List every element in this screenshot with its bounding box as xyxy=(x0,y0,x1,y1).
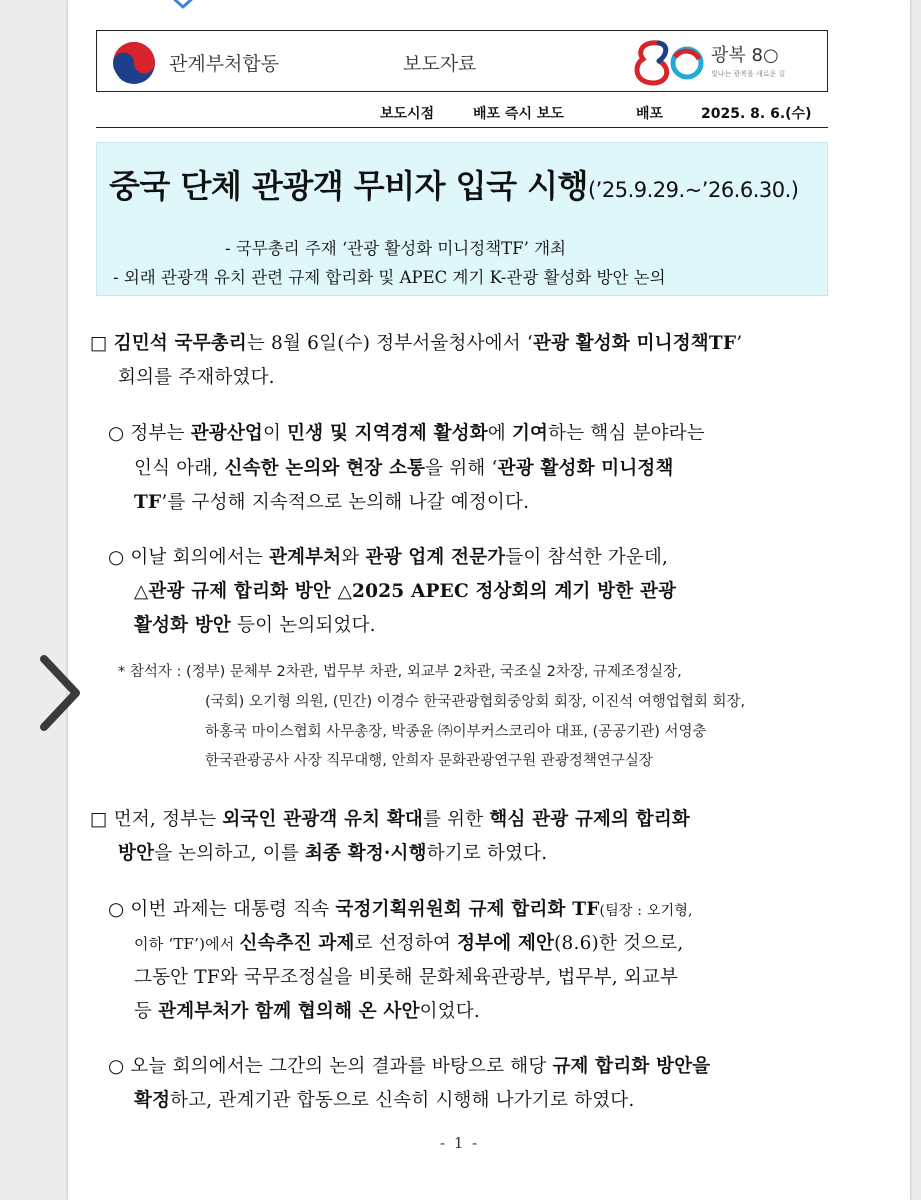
bullet-4-line-1: ○ 오늘 회의에서는 그간의 논의 결과를 바탕으로 해당 규제 합리화 방안을 xyxy=(108,1056,711,1077)
attendees-line-3: 하홍국 마이스협회 사무총장, 박종윤 ㈜이부커스코리아 대표, (공공기관) 서영충 xyxy=(205,724,707,740)
bullet-3-line-4: 등 관계부처가 함께 협의해 온 사안이었다. xyxy=(134,1001,480,1022)
liberation-80-logo-icon xyxy=(629,37,707,87)
attendees-line-4: 한국관광공사 사장 직무대행, 안희자 문화관광연구원 관광정책연구실장 xyxy=(205,753,653,769)
bullet-3-line-2: 이하 ‘TF’)에서 신속추진 과제로 선정하여 정부에 제안(8.6)한 것으로, xyxy=(134,933,684,954)
section-1-line-1: □ 김민석 국무총리는 8월 6일(수) 정부서울청사에서 ‘관광 활성화 미니정책TF’ xyxy=(90,333,743,354)
government-emblem-icon xyxy=(111,40,157,86)
logo80-subtitle: 빛나는 광복을 새로운 길 xyxy=(711,70,786,78)
distribution-label: 배포 xyxy=(636,106,664,122)
release-time-label: 보도시점 xyxy=(380,106,435,122)
bullet-4-line-2: 확정하고, 관계기관 합동으로 신속히 시행해 나가기로 하였다. xyxy=(134,1090,635,1111)
bullet-3-line-1: ○ 이번 과제는 대통령 직속 국정기획위원회 규제 합리화 TF(팀장 : 오기형, xyxy=(108,899,693,920)
bullet-1-line-1: ○ 정부는 관광산업이 민생 및 지역경제 활성화에 기여하는 핵심 분야라는 xyxy=(108,423,705,444)
page-number: - 1 - xyxy=(440,1134,480,1152)
attendees-line-1: * 참석자 : (정부) 문체부 2차관, 법무부 차관, 외교부 2차관, 국조실 2차장, 규제조정실장, xyxy=(118,664,682,680)
bullet-1-line-2: 인식 아래, 신속한 논의와 현장 소통을 위해 ‘관광 활성화 미니정책 xyxy=(134,458,674,479)
title-box xyxy=(96,142,828,296)
org-name: 관계부처합동 xyxy=(169,53,280,75)
next-page-arrow-icon[interactable] xyxy=(38,653,84,733)
section-1-line-2: 회의를 주재하였다. xyxy=(118,367,275,388)
bullet-2-line-2: △관광 규제 합리화 방안 △2025 APEC 정상회의 계기 방한 관광 xyxy=(134,581,677,602)
title-dates: (’25.9.29.~’26.6.30.) xyxy=(587,178,799,202)
release-divider xyxy=(96,127,828,128)
bullet-2-line-1: ○ 이날 회의에서는 관계부처와 관광 업계 전문가들이 참석한 가운데, xyxy=(108,547,669,568)
bullet-1-line-3: TF’를 구성해 지속적으로 논의해 나갈 예정이다. xyxy=(134,492,530,513)
page-title: 중국 단체 관광객 무비자 입국 시행(’25.9.29.~’26.6.30.) xyxy=(109,167,799,205)
chevron-down-icon[interactable] xyxy=(168,0,198,16)
subtitle-2: - 외래 관광객 유치 관련 규제 합리화 및 APEC 계기 K-관광 활성화 방안 논의 xyxy=(113,268,666,287)
bullet-3-line-3: 그동안 TF와 국무조정실을 비롯해 문화체육관광부, 법무부, 외교부 xyxy=(134,967,679,988)
document-header xyxy=(96,30,828,92)
section-2-line-1: □ 먼저, 정부는 외국인 관광객 유치 확대를 위한 핵심 관광 규제의 합리화 xyxy=(90,809,691,830)
section-2-line-2: 방안을 논의하고, 이를 최종 확정·시행하기로 하였다. xyxy=(118,843,548,864)
logo80-title: 광복 8○ xyxy=(711,45,779,66)
distribution-date: 2025. 8. 6.(수) xyxy=(701,106,812,122)
attendees-line-2: (국회) 오기형 의원, (민간) 이경수 한국관광협회중앙회 회장, 이진석 여행업협회 회장, xyxy=(205,694,746,710)
release-time-value: 배포 즉시 보도 xyxy=(473,106,564,122)
subtitle-1: - 국무총리 주재 ‘관광 활성화 미니정책TF’ 개최 xyxy=(225,239,566,258)
bullet-2-line-3: 활성화 방안 등이 논의되었다. xyxy=(134,615,376,636)
doc-type: 보도자료 xyxy=(403,53,477,75)
